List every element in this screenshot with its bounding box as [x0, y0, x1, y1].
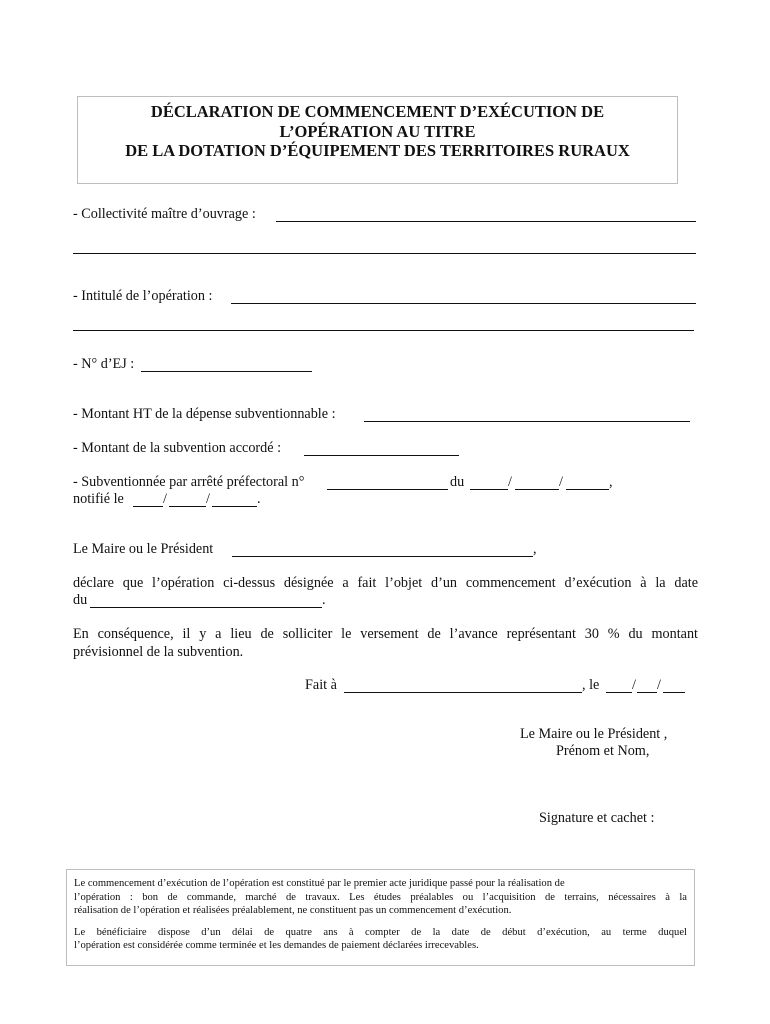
- notifie-label: notifié le: [73, 491, 124, 507]
- arrete-du-label: du: [450, 474, 465, 490]
- fait-a-label: Fait à: [305, 677, 337, 693]
- consequence-paragraph: [73, 625, 698, 661]
- fait-day-input-line[interactable]: [606, 692, 632, 693]
- arrete-date-slash-2: /: [559, 474, 563, 490]
- maire-label: Le Maire ou le Président: [73, 541, 214, 557]
- fait-a-place-input-line[interactable]: [344, 692, 582, 693]
- arrete-comma: ,: [609, 474, 613, 490]
- consequence-line-1: En conséquence, il y a lieu de solliciter le versement de l’avance représentant 30 % du montant: [73, 626, 698, 642]
- document-title-box: [77, 96, 678, 184]
- arrete-month-input-line[interactable]: [515, 489, 559, 490]
- signature-prenom-nom: Prénom et Nom,: [556, 743, 650, 759]
- notifie-dot: .: [257, 491, 261, 507]
- declaration-paragraph: [73, 574, 698, 592]
- arrete-date-slash-1: /: [508, 474, 512, 490]
- fait-year-input-line[interactable]: [663, 692, 685, 693]
- title-line-2: L’OPÉRATION AU TITRE: [279, 121, 476, 141]
- notice-p2-line-1: Le bénéficiaire dispose d’un délai de quatre ans à compter de la date de début d’exécution, au terme duquel: [74, 926, 687, 938]
- notice-box: [66, 869, 695, 966]
- collectivite-label: - Collectivité maître d’ouvrage :: [73, 206, 256, 222]
- montant-subvention-input-line[interactable]: [304, 455, 459, 456]
- notice-paragraph-gap: [74, 918, 687, 926]
- title-line-1: DÉCLARATION DE COMMENCEMENT D’EXÉCUTION DE: [150, 102, 605, 121]
- notice-p1-line-2: l’opération : bon de commande, marché de travaux. Les études préalables ou l’acquisition de terrains, nécessaires à la: [74, 891, 687, 903]
- arrete-day-input-line[interactable]: [470, 489, 508, 490]
- declaration-date-input-line[interactable]: [90, 607, 322, 608]
- title-line-3: DE LA DOTATION D’ÉQUIPEMENT DES TERRITOIRES RURAUX: [125, 141, 630, 160]
- signature-area[interactable]: [520, 760, 695, 806]
- intitule-input-line[interactable]: [231, 303, 696, 304]
- fait-slash-1: /: [632, 677, 636, 693]
- notice-p1-line-3: réalisation de l’opération et réalisées préalablement, ne constituent pas un commencement d’exécution.: [74, 905, 512, 916]
- signature-maire-line: Le Maire ou le Président ,: [520, 726, 668, 742]
- notice-p1-line-1: Le commencement d’exécution de l’opération est constitué par le premier acte juridique passé pour la réalisation de: [74, 878, 565, 889]
- notice-p2-line-2: l’opération est considérée comme terminée et les demandes de paiement déclarées irrecevables.: [74, 940, 479, 951]
- ej-input-line[interactable]: [141, 371, 312, 372]
- intitule-label: - Intitulé de l’opération :: [73, 288, 213, 304]
- montant-ht-label: - Montant HT de la dépense subventionnable :: [73, 406, 336, 422]
- declaration-dot: .: [322, 592, 326, 608]
- fait-slash-2: /: [657, 677, 661, 693]
- declaration-line-1: déclare que l’opération ci-dessus désignée a fait l’objet d’un commencement d’exécution à la date: [73, 575, 698, 591]
- arrete-number-input-line[interactable]: [327, 489, 448, 490]
- fait-le-label: , le: [582, 677, 600, 693]
- fait-month-input-line[interactable]: [637, 692, 657, 693]
- collectivite-input-line-2[interactable]: [73, 253, 696, 254]
- maire-name-input-line[interactable]: [232, 556, 533, 557]
- montant-ht-input-line[interactable]: [364, 421, 690, 422]
- collectivite-input-line[interactable]: [276, 221, 696, 222]
- maire-comma: ,: [533, 541, 537, 557]
- arrete-year-input-line[interactable]: [566, 489, 609, 490]
- notifie-slash-1: /: [163, 491, 167, 507]
- intitule-input-line-2[interactable]: [73, 330, 694, 331]
- consequence-line-2: prévisionnel de la subvention.: [73, 644, 244, 660]
- notifie-month-input-line[interactable]: [169, 506, 206, 507]
- notifie-slash-2: /: [206, 491, 210, 507]
- signature-cachet-label: Signature et cachet :: [539, 810, 655, 826]
- declaration-du-label: du: [73, 592, 88, 608]
- montant-subvention-label: - Montant de la subvention accordé :: [73, 440, 282, 456]
- ej-label: - N° d’EJ :: [73, 356, 135, 372]
- arrete-label: - Subventionnée par arrêté préfectoral n°: [73, 474, 305, 490]
- notifie-year-input-line[interactable]: [212, 506, 257, 507]
- notifie-day-input-line[interactable]: [133, 506, 163, 507]
